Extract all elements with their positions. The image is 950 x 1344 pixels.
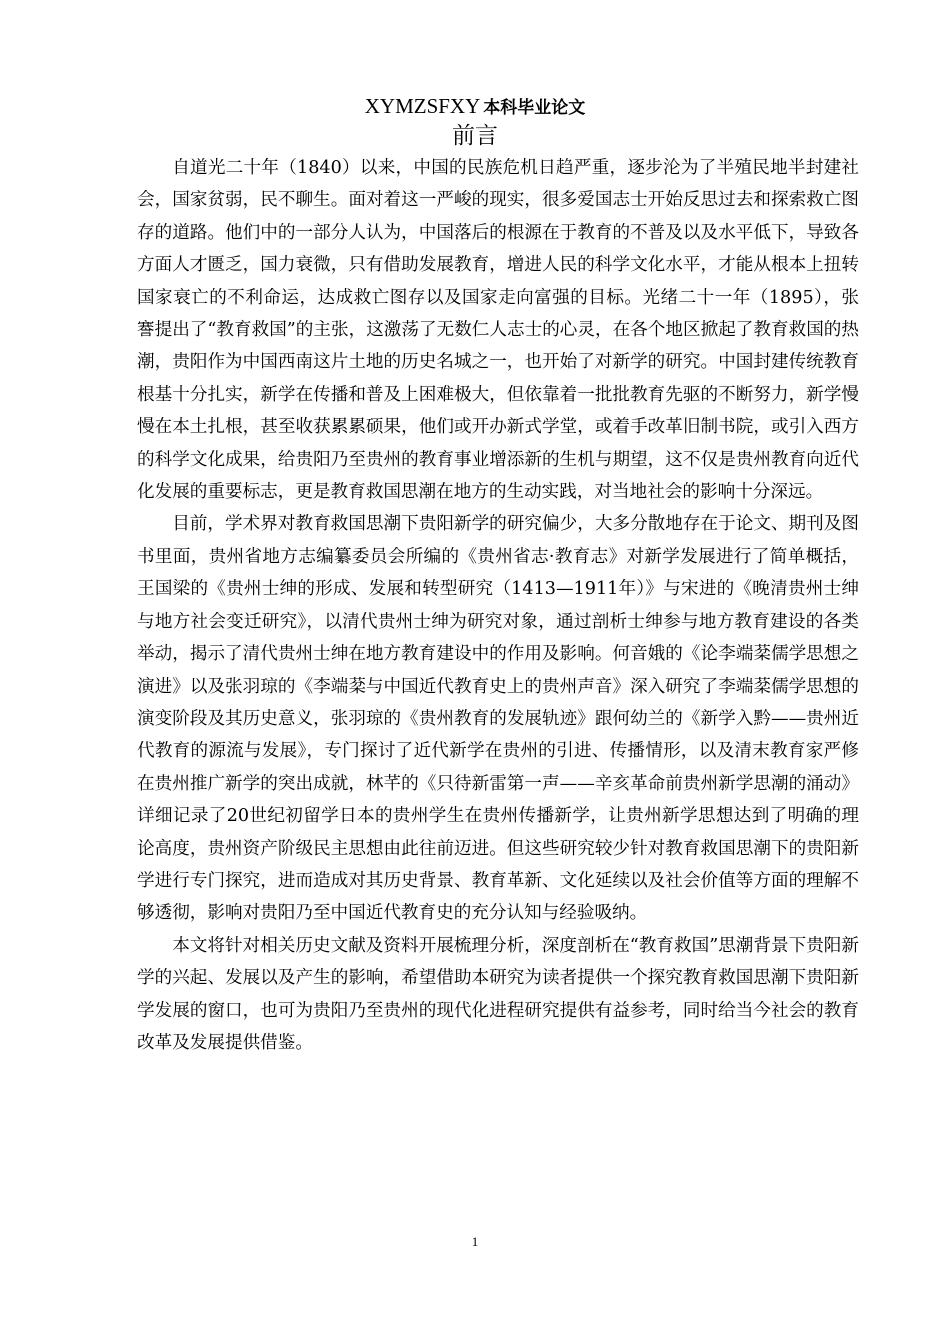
section-title: 前言 — [452, 123, 498, 149]
paragraph-3: 本文将针对相关历史文献及资料开展梳理分析，深度剖析在“教育救国”思潮背景下贵阳新学的兴起、发展以及产生的影响，希望借助本研究为读者提供一个探究教育救国思潮下贵阳新学发展的窗口，也可为贵阳乃至贵州的现代化进程研究提供有益参考，同时给当今社会的教育改革及发展提供借鉴。 — [137, 935, 859, 1053]
paragraph-1: 自道光二十年（1840）以来，中国的民族危机日趋严重，逐步沦为了半殖民地半封建社会，国家贫弱，民不聊生。面对着这一严峻的现实，很多爱国志士开始反思过去和探索救亡图存的道路。他们中的一部分人认为，中国落后的根源在于教育的不普及以及水平低下，导致各方面人才匮乏，国力衰微，只有借助发展教育，增进人民的科学文化水平，才能从根本上扭转国家衰亡的不利命运，达成救亡图存以及国家走向富强的目标。光绪二十一年（1895），张謇提出了“教育救国”的主张，这激荡了无数仁人志士的心灵，在各个地区掀起了教育救国的热潮，贵阳作为中国西南这片土地的历史名城之一，也开始了对新学的研究。中国封建传统教育根基十分扎实，新学在传播和普及上困难极大，但依靠着一批批教育先驱的不断努力，新学慢慢在本土扎根，甚至收获累累硕果，他们或开办新式学堂，或着手改革旧制书院，或引入西方的科学文化成果，给贵阳乃至贵州的教育事业增添新的生机与期望，这不仅是贵州教育向近代化发展的重要标志，更是教育救国思潮在地方的生动实践，对当地社会的影响十分深远。 — [137, 158, 859, 503]
thesis-type-label: 本科毕业论文 — [483, 98, 586, 118]
body-text — [137, 152, 859, 1059]
thesis-header — [0, 92, 950, 122]
school-code: XYMZSFXY — [364, 94, 481, 118]
page-number: 1 — [471, 1234, 479, 1249]
paragraph-2: 目前，学术界对教育救国思潮下贵阳新学的研究偏少，大多分散地存在于论文、期刊及图书里面，贵州省地方志编纂委员会所编的《贵州省志·教育志》对新学发展进行了简单概括，王国梁的《贵州士绅的形成、发展和转型研究（1413—1911年）》与宋进的《晚清贵州士绅与地方社会变迁研究》，以清代贵州士绅为研究对象，通过剖析士绅参与地方教育建设的各类举动，揭示了清代贵州士绅在地方教育建设中的作用及影响。何音娥的《论李端棻儒学思想之演进》以及张羽琼的《李端棻与中国近代教育史上的贵州声音》深入研究了李端棻儒学思想的演变阶段及其历史意义，张羽琼的《贵州教育的发展轨迹》跟何幼兰的《新学入黔——贵州近代教育的源流与发展》，专门探讨了近代新学在贵州的引进、传播情形，以及清末教育家严修在贵州推广新学的突出成就，林芊的《只待新雷第一声——辛亥革命前贵州新学思潮的涌动》详细记录了20世纪初留学日本的贵州学生在贵州传播新学，让贵州新学思想达到了明确的理论高度，贵州资产阶级民主思想由此往前迈进。但这些研究较少针对教育救国思潮下的贵阳新学进行专门探究，进而造成对其历史背景、教育革新、文化延续以及社会价值等方面的理解不够透彻，影响对贵阳乃至中国近代教育史的充分认知与经验吸纳。 — [137, 514, 859, 924]
